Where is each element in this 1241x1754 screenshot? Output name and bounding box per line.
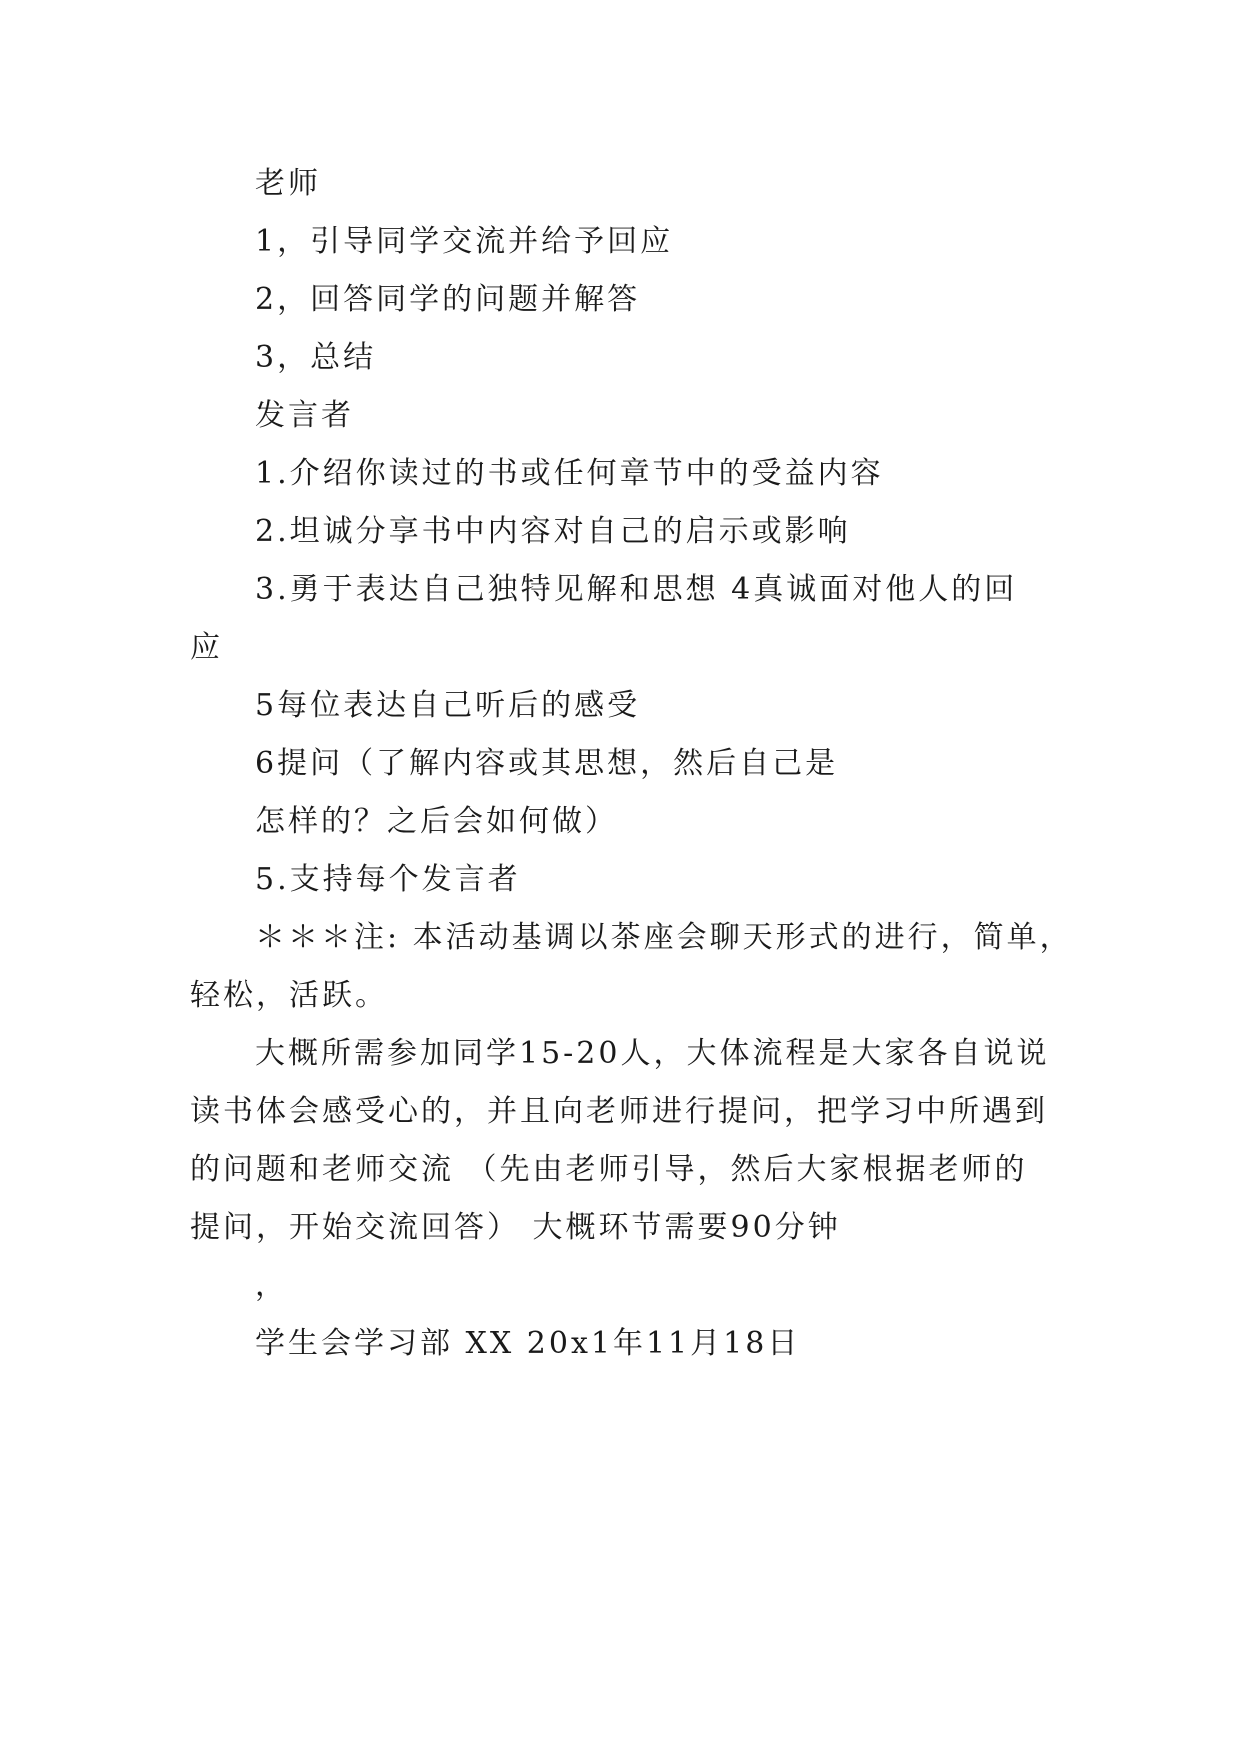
speaker-item-support: 5.支持每个发言者 <box>255 862 521 897</box>
stray-comma: ， <box>255 1268 288 1303</box>
speaker-item-3-continued: 应 <box>190 630 223 665</box>
section-heading-speaker: 发言者 <box>255 398 354 433</box>
paragraph-line-1: 大概所需参加同学15-20人，大体流程是大家各自说说 <box>255 1036 1050 1071</box>
speaker-item-1: 1.介绍你读过的书或任何章节中的受益内容 <box>255 456 884 491</box>
speaker-item-2: 2.坦诚分享书中内容对自己的启示或影响 <box>255 514 851 549</box>
note-line-1: ＊＊＊注: 本活动基调以茶座会聊天形式的进行，简单， <box>255 920 1073 955</box>
teacher-item-1: 1，引导同学交流并给予回应 <box>255 224 674 259</box>
teacher-item-3: 3，总结 <box>255 340 377 375</box>
section-heading-teacher: 老师 <box>255 166 321 201</box>
speaker-item-6: 6提问（了解内容或其思想，然后自己是 <box>255 746 839 781</box>
speaker-item-6-continued: 怎样的？之后会如何做） <box>255 804 618 839</box>
paragraph-line-2: 读书体会感受心的，并且向老师进行提问，把学习中所遇到 <box>190 1094 1048 1129</box>
teacher-item-2: 2，回答同学的问题并解答 <box>255 282 641 317</box>
paragraph-line-3: 的问题和老师交流 （先由老师引导，然后大家根据老师的 <box>190 1152 1028 1187</box>
paragraph-line-4: 提问，开始交流回答） 大概环节需要90分钟 <box>190 1210 841 1245</box>
note-line-2: 轻松，活跃。 <box>190 978 388 1013</box>
signature-line: 学生会学习部 XX 20x1年11月18日 <box>255 1326 801 1361</box>
speaker-item-5: 5每位表达自己听后的感受 <box>255 688 641 723</box>
speaker-item-3: 3.勇于表达自己独特见解和思想 4真诚面对他人的回 <box>255 572 1018 607</box>
